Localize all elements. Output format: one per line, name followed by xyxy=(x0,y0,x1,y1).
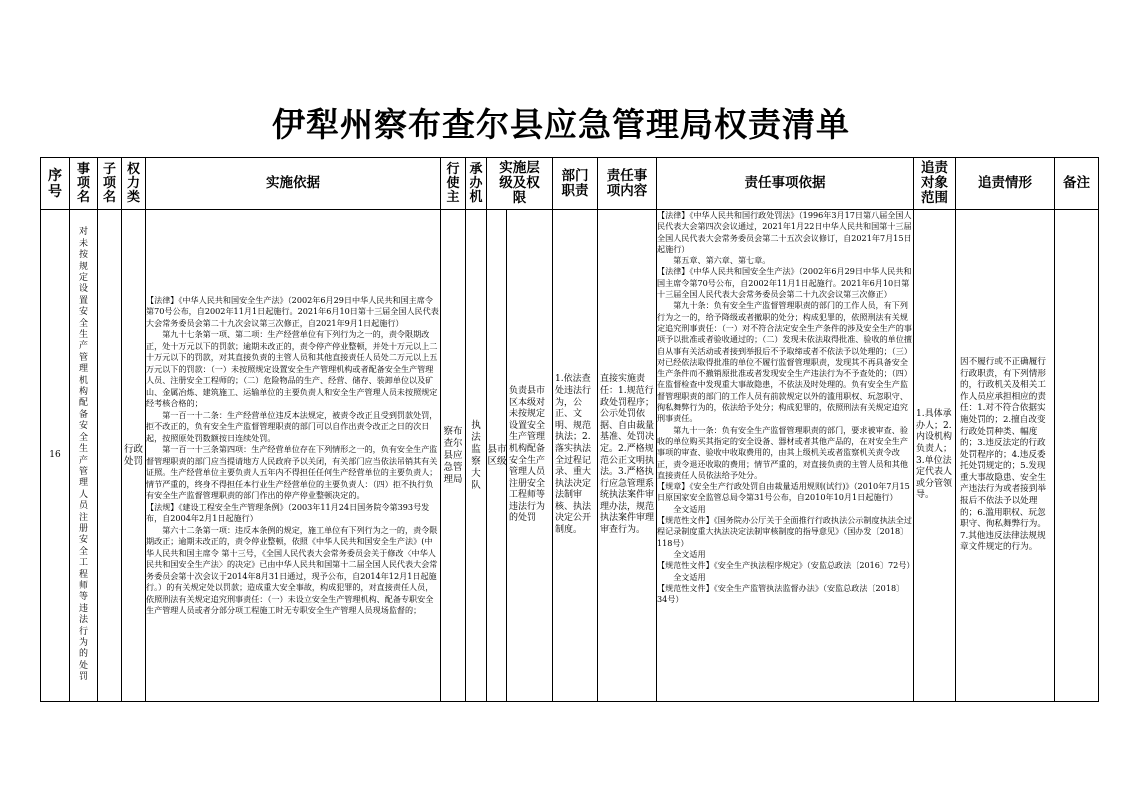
resp-basis-para: 第九十一条：负有安全生产监督管理职责的部门，要求被审查、验收的单位购买其指定的安全设备、器材或者其他产品的，在对安全生产事项的审查、验收中收取费用的，由其上级机关或者监察机关责令改正，责令退还收取的费用；情节严重的，对直接负责的主管人员和其他直接责任人员依法给予处分。 xyxy=(657,424,908,480)
header-item: 事项名 xyxy=(70,158,98,210)
header-scope: 追责对象范围 xyxy=(914,158,956,210)
basis-para: 第九十七条第一项、第二项：生产经营单位有下列行为之一的，责令限期改正，处十万元以下的罚款；逾期未改正的，责令停产停业整顿，并处十万元以上二十万元以下的罚款，对其直接负责的主管人员和其他直接责任人员处二万元以上五万元以下的罚款：（一）未按照规定设置安全生产管理机构或者配备安全生产管理人员、注册安全工程师的；（二）危险物品的生产、经营、储存、装卸单位以及矿山、金属冶炼、建筑施工、运输单位的主要负责人和安全生产管理人员未按照规定经考核合格的； xyxy=(146,329,438,408)
cell-dept-duty: 1.依法查处违法行为，公正、文明、规范执法；2.落实执法全过程记录、重大执法决定法制审核、执法决定公开制度。 xyxy=(553,210,598,702)
resp-basis-para: 全文适用 xyxy=(673,503,706,514)
cell-remark xyxy=(1055,210,1099,702)
cell-resp-basis xyxy=(657,210,914,702)
cell-resp-content: 直接实施责任：1.规范行政处罚程序；公示处罚依据、自由裁量基准、处罚决定。2.严格规范公正文明执法。3.严格执行应急管理系统执法案件审理办法，规范执法案件审理审查行为。 xyxy=(598,210,657,702)
responsibility-table xyxy=(40,157,1099,702)
header-remark: 备注 xyxy=(1055,158,1099,210)
basis-para: 【法律】《中华人民共和国安全生产法》（2002年6月29日中华人民共和国主席令第70号公布，自2002年11月1日起施行。2021年6月10日第十三届全国人民代表大会常务委员会第二十九次会议第三次修正，自2021年9月1日起施行） xyxy=(146,294,439,328)
resp-basis-para: 第五章、第六章、第七章。 xyxy=(673,255,771,266)
header-subject: 行使主 xyxy=(441,158,466,210)
resp-basis-para: 【规章】《安全生产行政处罚自由裁量适用规则(试行)》（2010年7月15日原国家安全监管总局令第31号公布，自2010年10月1日起施行） xyxy=(657,481,910,503)
header-category: 权力类 xyxy=(122,158,146,210)
header-row xyxy=(41,158,1099,210)
basis-para: 第一百一十二条：生产经营单位违反本法规定，被责令改正且受到罚款处罚，拒不改正的，负有安全生产监督管理职责的部门可以自作出责令改正之日的次日起，按照原处罚数额按日连续处罚。 xyxy=(146,409,438,443)
resp-basis-para: 全文适用 xyxy=(673,548,706,559)
basis-para: 第六十二条第一项：违反本条例的规定，施工单位有下列行为之一的，责令限期改正；逾期未改正的，责令停业整顿，依照《中华人民共和国安全生产法》(中华人民共和国主席令 第十三号，《全国人民代表大会常务委员会关于修改〈中华人民共和国安全生产法〉的决定》已由中华人民共和国第十二届全国人民代表大会常务委员会第十次会议于2014年8月31日通过，现予公布，自2014年12月1日起施行。）的有关规定处以罚款；造成重大安全事故，构成犯罪的，对直接责任人员，依照刑法有关规定追究刑事责任：（一）未设立安全生产管理机构、配备专职安全生产管理人员或者分部分项工程施工时无专职安全生产管理人员现场监督的； xyxy=(146,524,438,615)
page-title: 伊犁州察布查尔县应急管理局权责清单 xyxy=(272,105,850,144)
basis-para: 第一百一十三条第四项：生产经营单位存在下列情形之一的，负有安全生产监督管理职责的部门应当提请地方人民政府予以关闭，有关部门应当依法吊销其有关证照。生产经营单位主要负责人五年内不得担任任何生产经营单位的主要负责人；情节严重的，终身不得担任本行业生产经营单位的主要负责人：（四）拒不执行负有安全生产监督管理职责的部门作出的停产停业整顿决定的。 xyxy=(146,444,438,500)
header-dept-duty: 部门职责 xyxy=(553,158,598,210)
resp-basis-para: 全文适用 xyxy=(673,571,706,582)
resp-basis-para: 【法律】《中华人民共和国安全生产法》（2002年6月29日中华人民共和国主席令第70号公布，自2002年11月1日起施行。2021年6月10日第十三届全国人民代表大会常务委员会第二十九次会议第三次修正） xyxy=(657,266,912,300)
cell-subject: 察布查尔县应急管理局 xyxy=(441,210,466,702)
header-level: 实施层级及权限 xyxy=(487,158,553,210)
cell-seq: 16 xyxy=(41,210,70,702)
resp-basis-para: 【规范性文件】《安全生产执法程序规定》（安监总政法〔2016〕72号） xyxy=(657,560,915,571)
cell-basis xyxy=(146,210,441,702)
header-subitem: 子项名 xyxy=(98,158,122,210)
header-undertaker: 承办机 xyxy=(466,158,487,210)
header-basis: 实施依据 xyxy=(146,158,441,210)
cell-level-a: 县市区级 xyxy=(487,210,507,702)
resp-basis-para: 【规范性文件】《国务院办公厅关于全面推行行政执法公示制度执法全过程记录制度重大执法决定法制审核制度的指导意见》（国办发〔2018〕118号） xyxy=(657,515,912,548)
resp-basis-para: 【规范性文件】《安全生产监管执法监督办法》（安监总政法〔2018〕34号） xyxy=(657,582,905,605)
header-seq: 序号 xyxy=(41,158,70,210)
resp-basis-para: 【法律】《中华人民共和国行政处罚法》（1996年3月17日第八届全国人民代表大会第四次会议通过，2021年1月22日中华人民共和国第十三届全国人民代表大会常务委员会第二十五次会议修订，自2021年7月15日起施行） xyxy=(657,210,912,254)
cell-situation: 因不履行或不正确履行行政职责，有下列情形的，行政机关及相关工作人员应承担相应的责任：1.对不符合依据实施处罚的；2.擅自改变行政处罚种类、幅度的；3.违反法定的行政处罚程序的；4.违反委托处罚规定的；5.发现重大事故隐患、安全生产违法行为或者接到举报后不依法予以处理的；6.滥用职权、玩忽职守、徇私舞弊行为。7.其他违反法律法规规章文件规定的行为。 xyxy=(956,210,1055,702)
header-resp-content: 责任事项内容 xyxy=(598,158,657,210)
basis-para: 【法规】《建设工程安全生产管理条例》（2003年11月24日国务院令第393号发布，自2004年2月1日起施行） xyxy=(146,501,430,523)
table-row xyxy=(41,210,1099,702)
cell-scope: 1.具体承办人；2.内设机构负责人；3.单位法定代表人或分管领导。 xyxy=(914,210,956,702)
cell-subitem xyxy=(98,210,122,702)
header-situation: 追责情形 xyxy=(956,158,1055,210)
resp-basis-para: 第九十条：负有安全生产监督管理职责的部门的工作人员，有下列行为之一的，给予降级或者撤职的处分；构成犯罪的，依照刑法有关规定追究刑事责任：（一）对不符合法定安全生产条件的涉及安全生产的事项予以批准或者验收通过的；（二）发现未依法取得批准、验收的单位擅自从事有关活动或者接到举报后不予取缔或者不依法予以处理的；（三）对已经依法取得批准的单位不履行监督管理职责，发现其不再具备安全生产条件而不撤销原批准或者发现安全生产违法行为不予查处的；（四）在监督检查中发现重大事故隐患，不依法及时处理的。负有安全生产监督管理职责的部门的工作人员有前款规定以外的滥用职权、玩忽职守、徇私舞弊行为的，依法给予处分；构成犯罪的，依照刑法有关规定追究刑事责任。 xyxy=(657,300,912,424)
cell-undertaker: 执法监察大队 xyxy=(466,210,487,702)
cell-item: 对未按规定设置安全生产管理机构配备安全生产管理人员注册安全工程师等违法行为的处罚 xyxy=(70,210,98,702)
cell-level-b: 负责县市区本级对未按规定设置安全生产管理机构配备安全生产管理人员注册安全工程师等违法行为的处罚 xyxy=(507,210,553,702)
cell-category: 行政处罚 xyxy=(122,210,146,702)
header-resp-basis: 责任事项依据 xyxy=(657,158,914,210)
